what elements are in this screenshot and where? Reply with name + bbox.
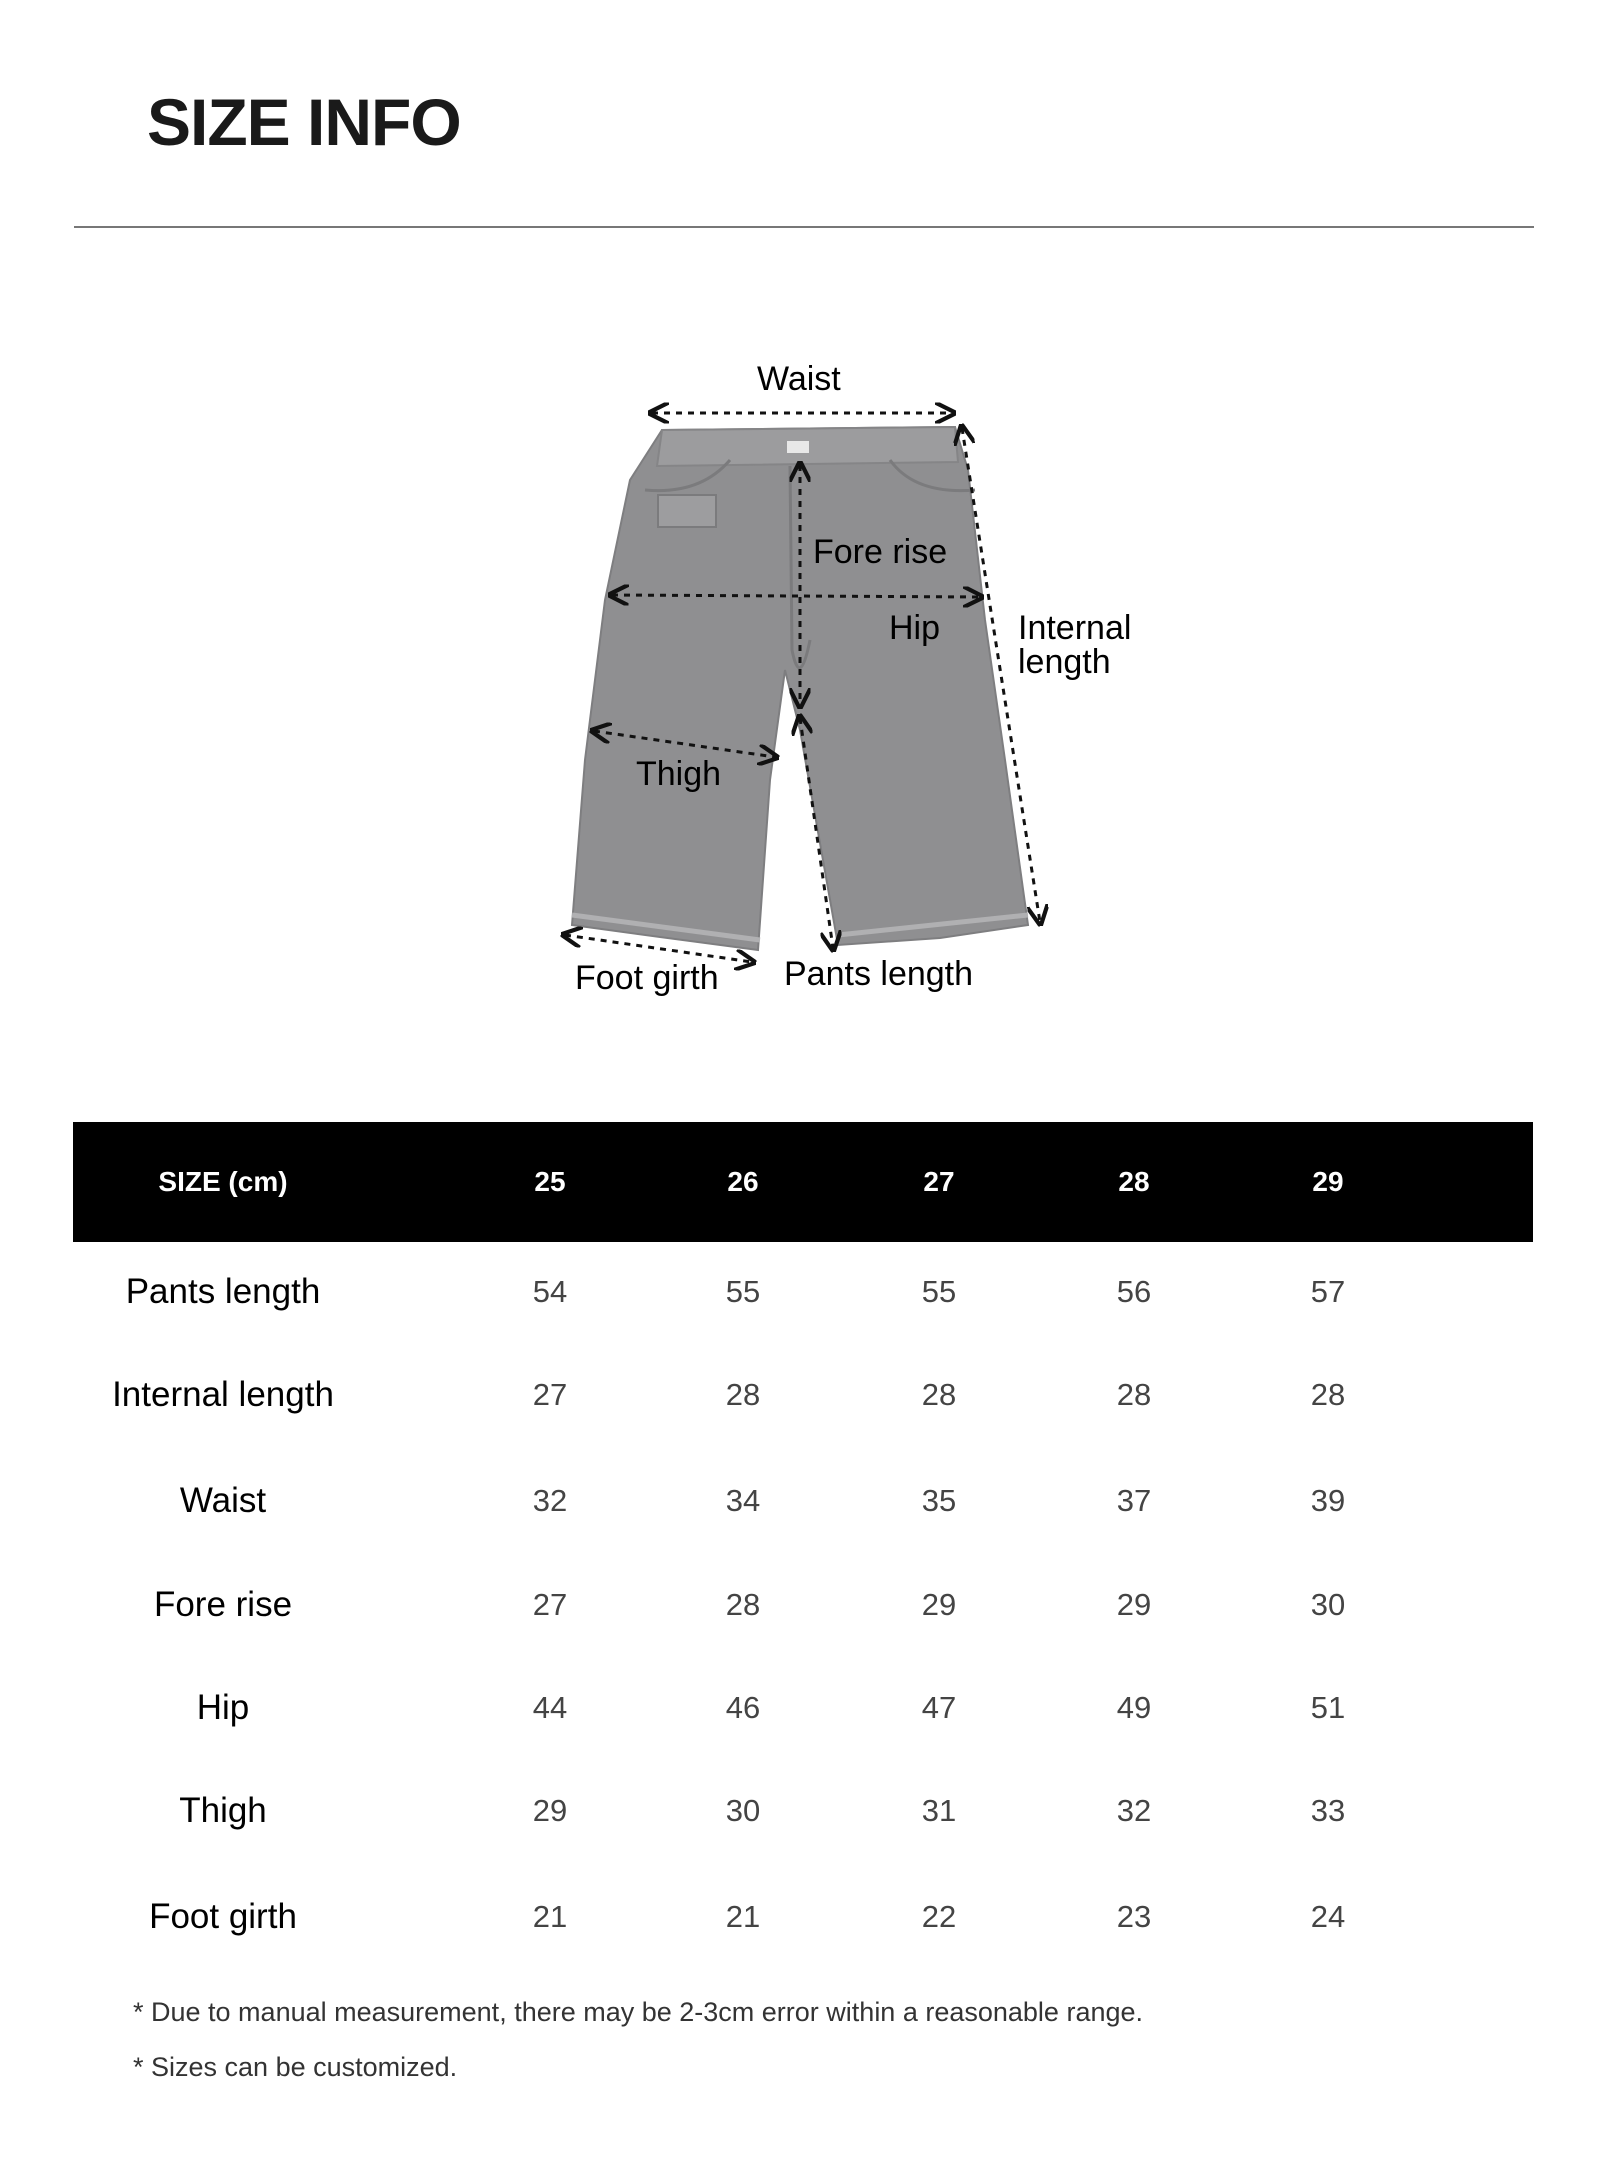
table-cell: 47	[921, 1690, 957, 1725]
table-cell: 24	[1310, 1899, 1346, 1934]
size-header-29: 29	[1312, 1166, 1344, 1197]
table-cell: 28	[921, 1377, 957, 1412]
customization-note: * Sizes can be customized.	[133, 2052, 458, 2082]
pants-length-label: Pants length	[784, 955, 974, 993]
table-cell: 34	[725, 1483, 761, 1518]
thigh-label: Thigh	[636, 755, 722, 793]
table-cell: 33	[1310, 1793, 1346, 1828]
measurement-diagram	[0, 0, 1600, 1060]
fore-rise-label: Fore rise	[813, 533, 948, 571]
table-cell: 31	[921, 1793, 957, 1828]
row-label: Hip	[196, 1688, 250, 1727]
table-cell: 29	[532, 1793, 568, 1828]
table-cell: 55	[921, 1274, 957, 1309]
table-cell: 22	[921, 1899, 957, 1934]
internal-length-label-line1: Internal	[1018, 609, 1132, 647]
table-cell: 30	[1310, 1587, 1346, 1622]
table-row	[73, 1865, 1533, 1969]
table-cell: 28	[1116, 1377, 1152, 1412]
table-cell: 27	[532, 1377, 568, 1412]
table-cell: 30	[725, 1793, 761, 1828]
table-cell: 39	[1310, 1483, 1346, 1518]
table-cell: 29	[921, 1587, 957, 1622]
table-cell: 21	[725, 1899, 761, 1934]
size-column-header: SIZE (cm)	[158, 1166, 288, 1197]
waist-label: Waist	[757, 360, 841, 398]
table-cell: 51	[1310, 1690, 1346, 1725]
measurement-note: * Due to manual measurement, there may be 2-3cm error within a reasonable range.	[133, 1997, 1144, 2027]
size-header-28: 28	[1118, 1166, 1150, 1197]
foot-girth-label: Foot girth	[575, 959, 719, 997]
size-header-25: 25	[534, 1166, 566, 1197]
table-cell: 28	[725, 1587, 761, 1622]
table-row	[73, 1240, 1533, 1344]
row-label: Foot girth	[149, 1897, 297, 1936]
table-cell: 29	[1116, 1587, 1152, 1622]
table-cell: 23	[1116, 1899, 1152, 1934]
table-cell: 56	[1116, 1274, 1152, 1309]
table-cell: 54	[532, 1274, 568, 1309]
table-cell: 35	[921, 1483, 957, 1518]
table-cell: 28	[725, 1377, 761, 1412]
row-label: Waist	[179, 1481, 267, 1520]
table-row	[73, 1656, 1533, 1760]
table-cell: 32	[532, 1483, 568, 1518]
row-label: Thigh	[179, 1791, 267, 1830]
table-cell: 32	[1116, 1793, 1152, 1828]
table-cell: 55	[725, 1274, 761, 1309]
table-row	[73, 1553, 1533, 1657]
hip-label: Hip	[889, 609, 941, 647]
table-cell: 49	[1116, 1690, 1152, 1725]
table-cell: 46	[725, 1690, 761, 1725]
row-label: Fore rise	[153, 1585, 293, 1624]
row-label: Pants length	[125, 1272, 321, 1311]
size-table-header	[73, 1122, 1533, 1242]
size-header-27: 27	[923, 1166, 955, 1197]
table-row	[73, 1449, 1533, 1553]
table-cell: 27	[532, 1587, 568, 1622]
table-cell: 28	[1310, 1377, 1346, 1412]
table-cell: 57	[1310, 1274, 1346, 1309]
table-row	[73, 1759, 1533, 1863]
table-cell: 37	[1116, 1483, 1152, 1518]
size-header-26: 26	[727, 1166, 759, 1197]
row-label: Internal length	[112, 1375, 334, 1414]
table-cell: 44	[532, 1690, 568, 1725]
page-title: SIZE INFO	[147, 85, 461, 159]
table-row	[73, 1343, 1533, 1447]
table-cell: 21	[532, 1899, 568, 1934]
internal-length-label-line2: length	[1018, 643, 1111, 681]
shorts-illustration	[0, 0, 1600, 1060]
